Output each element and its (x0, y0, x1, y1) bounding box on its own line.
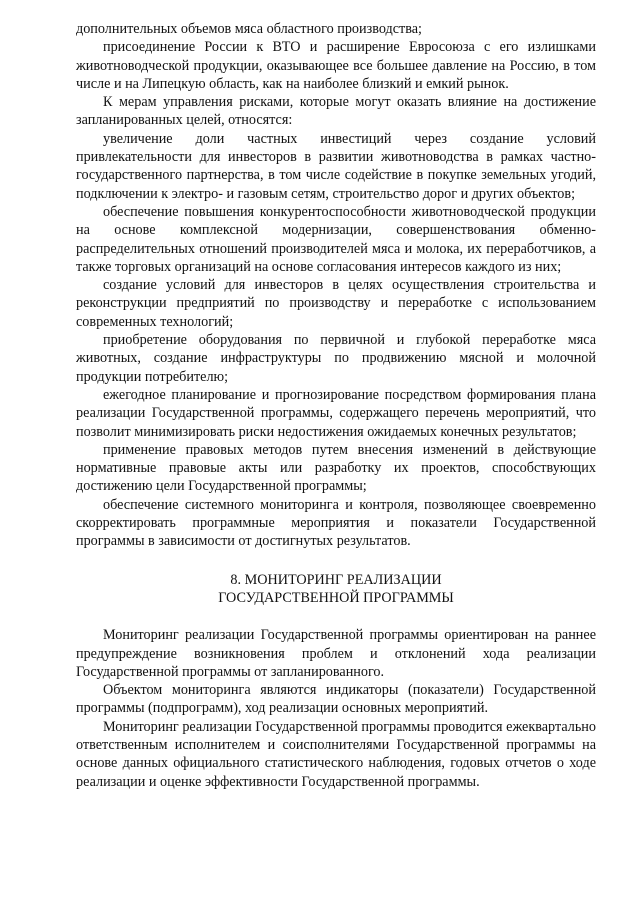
paragraph: обеспечение повышения конкурентоспособности животноводческой продукции на основе комплексной модернизации, совершенствования обменно-распределительных отношений производителей мяса и молока, их переработчиков, а также торговых организаций на основе согласования интересов каждого из них; (76, 203, 596, 275)
paragraph: увеличение доли частных инвестиций через создание условий привлекательности для инвесторов в развитии животноводства в рамках частно-государственного партнерства, в том числе содействие в покупке земельных угодий, подключении к электро- и газовым сетям, строительство дорог и других объектов; (76, 130, 596, 202)
paragraph: применение правовых методов путем внесения изменений в действующие нормативные правовые акты или разработку их проектов, способствующих достижению цели Государственной программы; (76, 441, 596, 495)
paragraph: присоединение России к ВТО и расширение Евросоюза с его излишками животноводческой продукции, оказывающее все большее давление на Россию, в том числе и на Липецкую область, как на наиболее близкий и емкий рынок. (76, 39, 596, 92)
paragraph: обеспечение системного мониторинга и контроля, позволяющее своевременно скорректировать программные мероприятия и показатели Государственной программы в зависимости от достигнутых результатов. (76, 496, 596, 550)
paragraph: Мониторинг реализации Государственной программы ориентирован на раннее предупреждение возникновения проблем и отклонений хода реализации Государственной программы от запланированного. (76, 627, 596, 680)
paragraph: создание условий для инвесторов в целях осуществления строительства и реконструкции предприятий по производству и переработке с использованием современных технологий; (76, 277, 596, 330)
paragraph: Мониторинг реализации Государственной программы проводится ежеквартально ответственным исполнителем и соисполнителями Государственной программы на основе данных официального статистического наблюдения, годовых отчетов о ходе реализации и оценке эффективности Государственной программы. (76, 718, 596, 790)
paragraph: приобретение оборудования по первичной и глубокой переработке мяса животных, создание инфраструктуры по продвижению мясной и молочной продукции потребителю; (76, 332, 596, 385)
paragraph: дополнительных объемов мяса областного производства; (76, 21, 422, 37)
paragraph: Объектом мониторинга являются индикаторы (показатели) Государственной программы (подпрограмм), ход реализации основных мероприятий. (76, 682, 596, 717)
section-heading (76, 571, 596, 608)
paragraph: К мерам управления рисками, которые могут оказать влияние на достижение запланированных целей, относятся: (76, 94, 596, 129)
paragraph: ежегодное планирование и прогнозирование посредством формирования плана реализации Государственной программы, содержащего перечень мероприятий, что позволит минимизировать риски недостижения ожидаемых конечных результатов; (76, 386, 596, 440)
section-heading-line: ГОСУДАРСТВЕННОЙ ПРОГРАММЫ (218, 589, 454, 606)
document-page (76, 20, 596, 791)
section-heading-line: 8. МОНИТОРИНГ РЕАЛИЗАЦИИ (230, 571, 442, 588)
